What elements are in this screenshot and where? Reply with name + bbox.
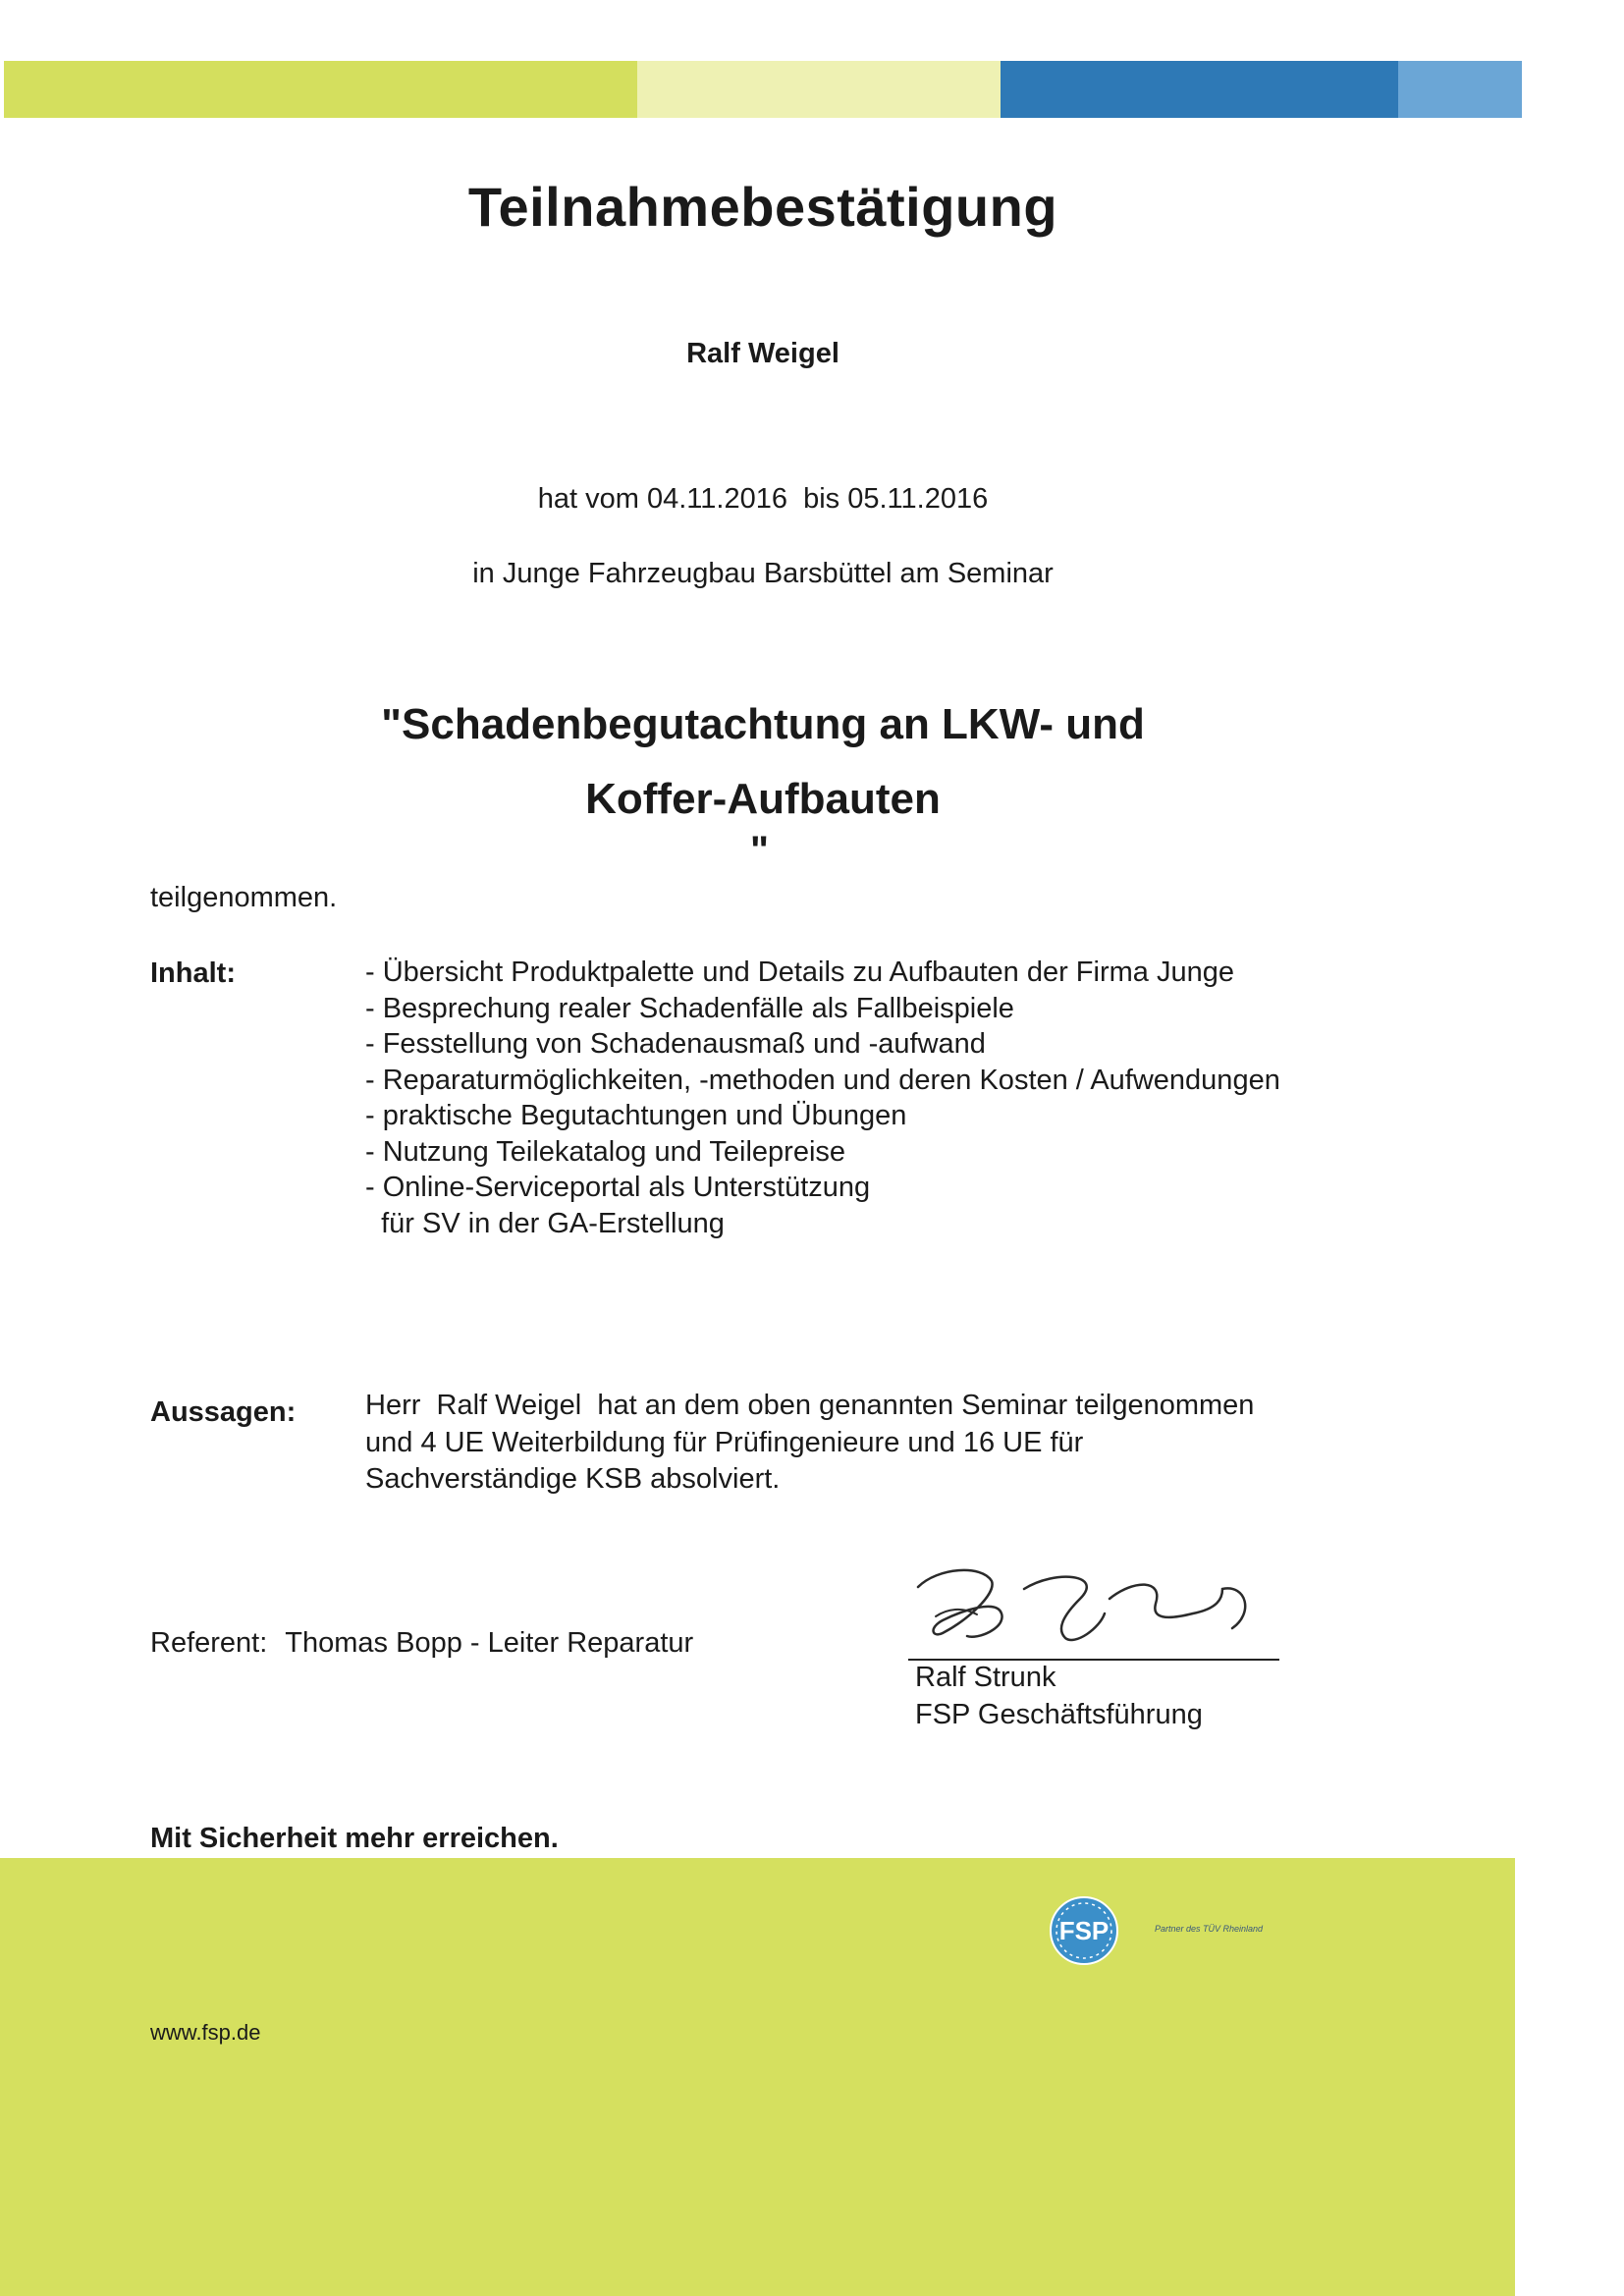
header-stripe-lime xyxy=(4,61,637,118)
fsp-logo-text: FSP xyxy=(1058,1916,1110,1945)
content-item: für SV in der GA-Erstellung xyxy=(365,1207,725,1239)
fsp-logo xyxy=(1049,1895,1119,1966)
referent-name: Thomas Bopp - Leiter Reparatur xyxy=(285,1627,694,1659)
aussagen-line: Herr Ralf Weigel hat an dem oben genannten Seminar teilgenommen xyxy=(365,1390,1255,1421)
location-line: in Junge Fahrzeugbau Barsbüttel am Seminar xyxy=(472,558,1054,589)
aussagen-line: Sachverständige KSB absolviert. xyxy=(365,1463,781,1495)
seminar-title-line2: Koffer-Aufbauten xyxy=(585,775,941,823)
content-item: - praktische Begutachtungen und Übungen xyxy=(365,1100,907,1131)
header-stripe-blue xyxy=(1001,61,1398,118)
seminar-closing-quote: " xyxy=(750,829,769,872)
signer-role: FSP Geschäftsführung xyxy=(915,1699,1203,1730)
header-stripe-lightblue xyxy=(1398,61,1522,118)
aussagen-label: Aussagen: xyxy=(150,1396,297,1428)
participant-name: Ralf Weigel xyxy=(686,338,839,369)
referent-label: Referent: xyxy=(150,1627,268,1659)
logo-caption: Partner des TÜV Rheinland xyxy=(1155,1924,1264,1934)
footer-band xyxy=(0,1858,1515,2296)
signature-line xyxy=(908,1659,1279,1661)
website-link[interactable]: www.fsp.de xyxy=(150,2020,261,2045)
aussagen-line: und 4 UE Weiterbildung für Prüfingenieure und 16 UE für xyxy=(365,1426,1084,1458)
content-item: - Besprechung realer Schadenfälle als Fallbeispiele xyxy=(365,992,1014,1024)
content-item: - Fesstellung von Schadenausmaß und -aufwand xyxy=(365,1028,986,1060)
seminar-title-line1: "Schadenbegutachtung an LKW- und xyxy=(381,700,1145,748)
signer-name: Ralf Strunk xyxy=(915,1662,1056,1693)
dates-line: hat vom 04.11.2016 bis 05.11.2016 xyxy=(537,483,989,515)
content-item: - Nutzung Teilekatalog und Teilepreise xyxy=(365,1135,846,1168)
seminar-title xyxy=(0,687,1526,837)
content-item: - Übersicht Produktpalette und Details zu Aufbauten der Firma Junge xyxy=(365,957,1234,988)
participated-text: teilgenommen. xyxy=(150,882,338,913)
document-title: Teilnahmebestätigung xyxy=(467,176,1058,238)
content-item: - Reparaturmöglichkeiten, -methoden und deren Kosten / Aufwendungen xyxy=(365,1064,1280,1096)
inhalt-label: Inhalt: xyxy=(150,957,236,989)
signature-image xyxy=(908,1559,1301,1650)
aussagen-text xyxy=(365,1388,1347,1499)
slogan: Mit Sicherheit mehr erreichen. xyxy=(150,1823,559,1854)
content-item: - Online-Serviceportal als Unterstützung xyxy=(365,1172,871,1203)
content-list xyxy=(365,955,1280,1241)
header-stripe-pale xyxy=(637,61,1001,118)
referent xyxy=(150,1627,693,1660)
